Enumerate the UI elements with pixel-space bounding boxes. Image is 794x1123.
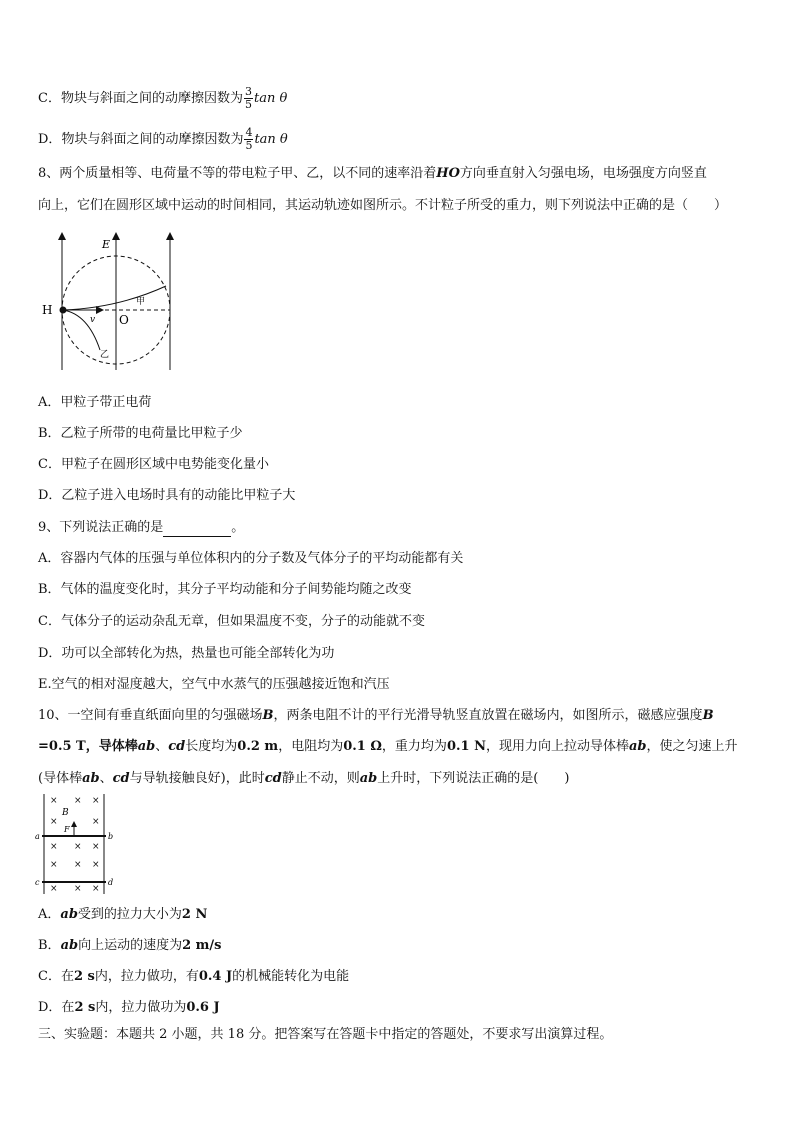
label-yi: 乙 [100, 350, 110, 360]
label-d: d [108, 878, 114, 887]
svg-text:×: × [50, 842, 58, 852]
label-b: b [108, 832, 114, 841]
fraction-4-5: $\frac{4}{5}$ [245, 126, 253, 152]
svg-text:×: × [50, 817, 58, 827]
label-c: c [35, 878, 40, 887]
label-f: F [64, 825, 70, 834]
q8-option-b: B．乙粒子所带的电荷量比甲粒子少 [38, 426, 243, 441]
q8-option-d: D．乙粒子进入电场时具有的动能比甲粒子大 [38, 488, 296, 503]
q10-stem-line-1: 10、一空间有垂直纸面向里的匀强磁场B，两条电阻不计的平行光滑导轨竖直放置在磁场内，如图所示，磁感应强度B [38, 708, 714, 723]
q7-option-d: D．物块与斜面之间的动摩擦因数为 $\frac{4}{5}$ tan θ [38, 126, 288, 152]
q8-option-c: C．甲粒子在圆形区域中电势能变化量小 [38, 457, 269, 472]
svg-text:×: × [50, 796, 58, 806]
q10-option-a: A．ab受到的拉力大小为2 N [38, 907, 208, 922]
magnetic-field-crosses [50, 796, 100, 894]
label-jia: 甲 [136, 297, 146, 307]
svg-text:×: × [92, 860, 100, 870]
q9-option-a: A．容器内气体的压强与单位体积内的分子数及气体分子的平均动能都有关 [38, 551, 464, 566]
q10-magnetic-field-figure [34, 794, 124, 898]
svg-text:×: × [92, 884, 100, 894]
fraction-3-5: $\frac{3}{5}$ [244, 85, 252, 111]
svg-text:×: × [74, 884, 82, 894]
svg-text:×: × [74, 842, 82, 852]
svg-text:×: × [50, 860, 58, 870]
q10-option-c: C．在2 s内，拉力做功，有0.4 J的机械能转化为电能 [38, 969, 350, 984]
q10-stem-line-3: (导体棒ab、cd与导轨接触良好)，此时cd静止不动，则ab上升时，下列说法正确的是( ) [38, 771, 570, 786]
q9-option-e: E.空气的相对湿度越大，空气中水蒸气的压强越接近饱和汽压 [38, 677, 390, 692]
svg-text:×: × [92, 817, 100, 827]
q10-option-b: B．ab向上运动的速度为2 m/s [38, 938, 222, 953]
q8-electric-field-figure [38, 228, 188, 373]
svg-text:×: × [74, 860, 82, 870]
svg-text:×: × [92, 796, 100, 806]
q9-option-b: B．气体的温度变化时，其分子平均动能和分子间势能均随之改变 [38, 582, 412, 597]
q10-option-d: D．在2 s内，拉力做功为0.6 J [38, 1000, 220, 1015]
q8-stem-line-1: 8、两个质量相等、电荷量不等的带电粒子甲、乙，以不同的速率沿着HO方向垂直射入匀强电场，电场强度方向竖直 [38, 166, 707, 181]
answer-blank [163, 522, 231, 537]
svg-text:×: × [74, 796, 82, 806]
label-e: E [102, 238, 111, 251]
trajectory-jia [63, 286, 166, 310]
label-b-field: B [62, 808, 69, 818]
point-h [60, 307, 67, 314]
q9-stem: 9、下列说法正确的是 。 [38, 520, 245, 535]
svg-text:×: × [50, 884, 58, 894]
q9-option-c: C．气体分子的运动杂乱无章，但如果温度不变，分子的动能就不变 [38, 614, 425, 629]
q10-stem-line-2: =0.5 T，导体棒ab、cd长度均为0.2 m，电阻均为0.1 Ω，重力均为0.1 N，现用力向上拉动导体棒ab，使之匀速上升 [38, 739, 738, 754]
svg-text:×: × [92, 842, 100, 852]
q7-option-c: C．物块与斜面之间的动摩擦因数为 $\frac{3}{5}$ tan θ [38, 85, 288, 111]
label-v: v [90, 315, 96, 325]
label-o: O [119, 313, 129, 327]
label-h: H [42, 303, 53, 317]
label-a: a [35, 832, 40, 841]
section-3-heading: 三、实验题：本题共 2 小题，共 18 分。把答案写在答题卡中指定的答题处，不要求写出演算过程。 [38, 1027, 613, 1042]
q8-stem-line-2: 向上，它们在圆形区域中运动的时间相同，其运动轨迹如图所示。不计粒子所受的重力，则下列说法中正确的是（ ） [38, 198, 728, 213]
q9-option-d: D．功可以全部转化为热，热量也可能全部转化为功 [38, 646, 335, 661]
q8-option-a: A．甲粒子带正电荷 [38, 395, 152, 410]
